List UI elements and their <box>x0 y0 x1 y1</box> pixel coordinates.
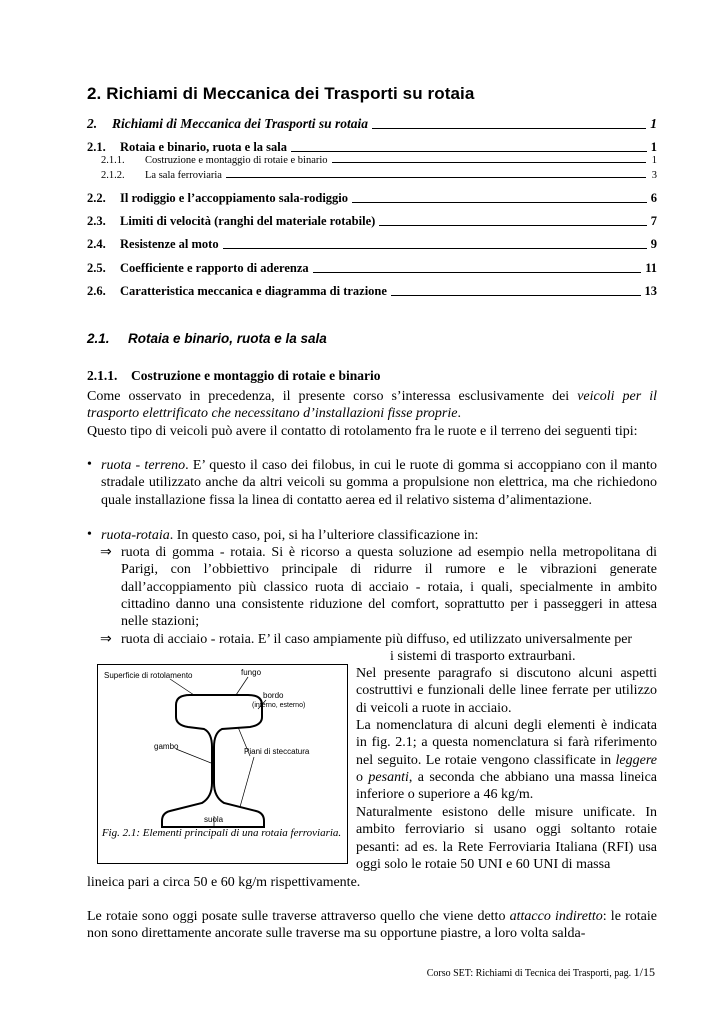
sub-bullet-item: ruota di gomma - rotaia. Si è ricorso a questa soluzione ad esempio nella metropolitana di Parigi, con l’obbiettivo principale di ridurre il rumore e le vibrazioni generate dall’accoppiamento più classico ruota di acciaio - rotaia, i quali, specialmente in ambito cittadino danno una consistente riduzione del comfort, soprattutto per i passeggeri in attesa nelle stazioni; <box>121 545 657 630</box>
bullet-item <box>101 527 657 544</box>
toc-page: 7 <box>650 214 657 228</box>
toc-number: 2.1.1. <box>101 155 125 166</box>
footer-pag: pag. <box>614 968 632 979</box>
implies-arrow-icon: ⇒ <box>100 545 112 560</box>
toc-text: Caratteristica meccanica e diagramma di trazione <box>120 284 387 298</box>
paragraph: Questo tipo di veicoli può avere il contatto di rotolamento fra le ruote e il terreno dei seguenti tipi: <box>87 424 638 439</box>
section-heading <box>87 331 327 346</box>
paragraph: Naturalmente esistono delle misure unificate. In ambito ferroviario si usano oggi soltanto rotaie pesanti: ad es. la Rete Ferroviaria Italiana (RFI) usa oggi solo le rotaie 50 UNI e 60 UNI di massa <box>356 805 657 872</box>
toc-number: 2.2. <box>87 191 106 205</box>
rail-profile-shape <box>162 695 264 827</box>
label-foot: suola <box>204 815 224 824</box>
toc-number: 2.4. <box>87 237 106 251</box>
paragraph: lineica pari a circa 50 e 60 kg/m rispettivamente. <box>87 875 361 890</box>
paragraph <box>356 717 657 803</box>
toc-text: Il rodiggio e l’accoppiamento sala-rodiggio <box>120 191 349 205</box>
bullet-icon: • <box>87 527 92 542</box>
toc-number: 2.5. <box>87 261 106 275</box>
sub-bullet-item: ruota di acciaio - rotaia. E’ il caso ampiamente più diffuso, ed utilizzato universalmente per <box>121 632 633 647</box>
toc-page: 1 <box>651 155 657 166</box>
toc-page: 9 <box>650 237 657 251</box>
page-title: 2. Richiami di Meccanica dei Trasporti su rotaia <box>87 84 475 103</box>
toc-number: 2.1.2. <box>101 170 125 181</box>
section-number: 2.1. <box>87 331 110 346</box>
footer-course: Corso SET: Richiami di Tecnica dei Trasporti, <box>426 968 612 979</box>
toc-entry[interactable] <box>87 191 657 206</box>
emphasis-text: ruota-rotaia <box>101 528 170 543</box>
toc-entry[interactable] <box>87 140 657 155</box>
paragraph <box>87 388 657 423</box>
toc-entry[interactable] <box>87 237 657 252</box>
toc-entry[interactable] <box>87 284 657 299</box>
bullet-icon: • <box>87 457 92 472</box>
label-head: fungo <box>241 668 262 677</box>
label-edge: bordo <box>263 691 284 700</box>
toc-text: Resistenze al moto <box>120 237 219 251</box>
figure-caption: Fig. 2.1: Elementi principali di una rotaia ferroviaria. <box>101 827 342 839</box>
label-edge-note: (interno, esterno) <box>252 702 306 709</box>
implies-arrow-icon: ⇒ <box>100 632 112 647</box>
emphasis-text: ruota - terreno <box>101 458 186 473</box>
toc-leader <box>313 271 642 273</box>
toc-text: Costruzione e montaggio di rotaie e binario <box>145 155 328 166</box>
label-rolling-surface: Superficie di rotolamento <box>104 671 193 680</box>
toc-number: 2. <box>87 116 98 131</box>
toc-leader <box>332 161 646 163</box>
bullet-text: . E’ questo il caso dei filobus, in cui le ruote di gomma si accoppiano con il manto stradale utilizzato anche da altri veicoli su gomma a propulsione non elettrica, ma che richiedono quale installazione fissa la linea di contatto aerea ed il relativo sistema d’alimentazione. <box>101 458 657 508</box>
toc-page: 3 <box>651 170 657 181</box>
leader-web <box>176 749 211 763</box>
label-web: gambo <box>154 742 179 751</box>
subsection-number: 2.1.1. <box>87 368 118 383</box>
toc-text: Rotaia e binario, ruota e la sala <box>120 140 288 154</box>
bullet-item <box>101 457 657 509</box>
paragraph <box>87 908 657 943</box>
paragraph-text: , a seconda che abbiano una massa lineica inferiore o superiore a 46 kg/m. <box>356 769 657 803</box>
leader-rolling-surface <box>170 679 194 695</box>
toc-leader <box>372 127 646 129</box>
toc-page: 6 <box>650 191 657 205</box>
toc-entry[interactable] <box>87 116 657 132</box>
emphasis-text: veicoli per il trasporto elettrificato che necessitano d’installazioni fisse proprie <box>87 389 657 422</box>
toc-leader <box>291 150 647 152</box>
paragraph-text: Le rotaie sono oggi posate sulle traverse attraverso quello che viene detto <box>87 909 510 924</box>
subsection-title: Costruzione e montaggio di rotaie e binario <box>131 368 381 383</box>
toc-number: 2.6. <box>87 284 106 298</box>
emphasis-text: leggere <box>615 752 657 768</box>
toc-entry[interactable] <box>87 170 657 181</box>
toc-text: Limiti di velocità (ranghi del materiale rotabile) <box>120 214 376 228</box>
toc-leader <box>391 294 641 296</box>
label-fishing-planes: Piani di steccatura <box>244 747 310 756</box>
paragraph-text: : le rotaie non sono direttamente ancorate sulle traverse ma su opportune piastre, a loro volta salda- <box>87 909 657 942</box>
emphasis-text: pesanti <box>368 769 409 785</box>
toc-page: 11 <box>645 261 657 275</box>
section-title: Rotaia e binario, ruota e la sala <box>128 331 327 346</box>
toc-page: 1 <box>650 140 657 154</box>
toc-leader <box>223 247 647 249</box>
toc-leader <box>379 224 646 226</box>
sub-bullet-continuation: i sistemi di trasporto extraurbani. <box>390 649 576 664</box>
subsection-heading <box>87 368 380 384</box>
toc-entry[interactable] <box>87 155 657 166</box>
leader-head <box>236 677 248 695</box>
paragraph-text: Come osservato in precedenza, il presente corso s’interessa esclusivamente dei <box>87 389 578 404</box>
emphasis-text: attacco indiretto <box>509 909 603 924</box>
toc-number: 2.3. <box>87 214 106 228</box>
page-footer <box>427 965 655 980</box>
toc-text: Richiami di Meccanica dei Trasporti su rotaia <box>112 116 369 131</box>
toc-page: 13 <box>644 284 657 298</box>
paragraph-text: La nomenclatura di alcuni degli elementi è indicata in fig. 2.1; a questa nomenclatura si farà riferimento nel seguito. Le rotaie vengono classificate in <box>356 718 657 768</box>
toc-number: 2.1. <box>87 140 106 154</box>
toc-text: Coefficiente e rapporto di aderenza <box>120 261 309 275</box>
toc-text: La sala ferroviaria <box>145 170 222 181</box>
toc-page: 1 <box>650 116 657 131</box>
toc-leader <box>352 201 647 203</box>
bullet-text: . In questo caso, poi, si ha l’ulteriore classificazione in: <box>169 528 479 543</box>
paragraph: Nel presente paragrafo si discutono alcuni aspetti costruttivi e funzionali delle linee ferrate per utilizzo di veicoli a ruote in acciaio. <box>356 666 657 716</box>
paragraph-text: o <box>356 769 369 785</box>
leader-fishing-plane-bottom <box>240 757 254 807</box>
toc-entry[interactable] <box>87 214 657 229</box>
toc-entry[interactable] <box>87 261 657 276</box>
toc-leader <box>226 176 646 178</box>
footer-page-number: 1/15 <box>633 965 655 979</box>
paragraph-text: . <box>457 406 461 422</box>
